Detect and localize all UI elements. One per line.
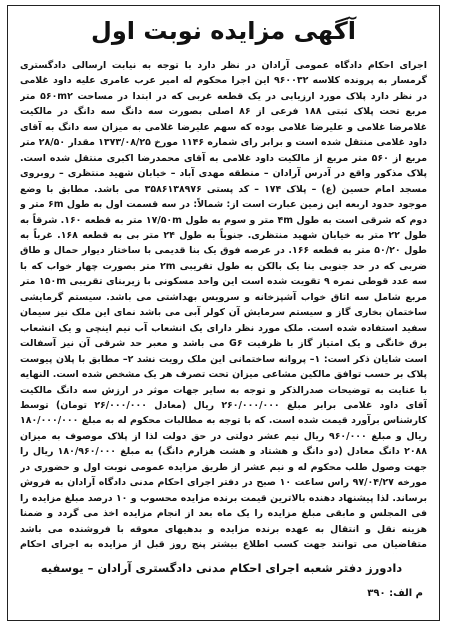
notice-frame	[7, 5, 440, 621]
notice-title: آگهی مزایده نوبت اول	[91, 17, 356, 45]
notice-body: اجرای احکام دادگاه عمومی آرادان در نظر دارد با توجه به نیابت ارسالی دادگستری گرمسار به پرونده کلاسه ۹۶۰۰۳۲ این اجرا محکوم له امیر عرب عامری علیه داود غلامی در نظر دارد پلاک مورد ارزیابی در یک قطعه غربی که در ابتدا در مساحت ۵۶۰m۲ متر مربع تحت پلاک ثبتی ۱۸۸ فرعی از ۸۶ اصلی بصورت سه دانگ سه دانگ در مالکیت غلامرضا غلامی و علیرضا غلامی بوده که سهم علیرضا غلامی به میزان سه دانگ به آقای داود غلامی منتقل شده است و برابر رای شماره ۱۱۴۶ مورخ ۱۳۷۳/۰۸/۲۵ مقدار ۲۸/۵۰ متر مربع از ۵۶۰ متر مربع از مالکیت داود غلامی به آقای محمدرضا اکبری منتقل شده است. پلاک مذکور واقع در آدرس آرادان – منطقه مهدی آباد – خیابان شهید منتظری – روبروی مسجد امام حسین (ع) – پلاک ۱۷۴ – کد پستی ۳۵۸۶۱۳۸۹۷۶ می باشد. مطابق با وضع موجود حدود اربعه این زمین عبارت است از: شمالاً: در سه قسمت اول به طول ۶m متر و دوم که شرقی است به طول ۴m متر و سوم به طول ۱۷/۵۰m متر به قطعه ۱۶۰. شرقاً به طول ۲۲ متر به خیابان شهید منتظری. جنوباً به طول ۲۴ متر بی به قطعه ۱۶۸. غرباً به طول ۵۰/۲۰ متر به قطعه ۱۶۶. در عرصه فوق یک بنا قدیمی با ساختار دیوار حمال و طاق ضربی که در حد جنوبی بنا یک بالکن به طول تقریبی ۲m متر بصورت چهار خواب که با سه عدد قوطی نمره ۹ تقویت شده است این واحد مسکونی با زیربنای تقریبی ۱۵۰m متر مربع شامل سه اتاق خواب آشپزخانه و سرویس بهداشتی می باشد. سیستم گرمایشی ساختمان بخاری گاز و سیستم سرمایش آن کولر آبی می باشد نمای این ملک نیز سیمان سفید استفاده شده است. ملک مورد نظر دارای یک انشعاب آب نیم اینچی و یک انشعاب برق خانگی و یک امتیاز گاز با ظرفیت G۶ می باشد و معبر حد شرقی آن نیز آسفالت است شایان ذکر است: ۱– پروانه ساختمانی این ملک رویت نشد ۲– مطابق با پلان پیوست پلاک بر حسب توافق مالکین مشاعی میزان تحت تصرف هر یک مشخص شده است. النهایه با عنایت به توضیحات صدرالذکر و توجه به سایر جهات موثر در ارزش سه دانگ مالکیت آقای داود غلامی برابر مبلغ ۲۶۰/۰۰۰/۰۰۰ ریال (معادل ۲۶/۰۰۰/۰۰۰ تومان) توسط کارشناس برآورد قیمت شده است. که با توجه به مطالبات محکوم له به مبلغ ۱۸۰/۰۰۰/۰۰۰ ریال و مبلغ ۹۶۰/۰۰۰ ریال نیم عشر دولتی در حق دولت لذا از پلاک موصوف به میزان ۲۰۸۸ دانگ معادل (دو دانگ و هشتاد و هشت هزارم دانگ) به مبلغ ۱۸۰/۹۶۰/۰۰۰ ریال را جهت وصول طلب محکوم له و نیم عشر از طریق مزایده عمومی نوبت اول و حضوری در مورخه ۹۷/۰۴/۲۷ راس ساعت ۱۰ صبح در دفتر اجرای احکام مدنی دادگاه آرادان به فروش برساند. لذا پیشنهاد دهنده بالاترین قیمت برنده مزایده محسوب و ۱۰ درصد مبلغ مزایده را فی المجلس و مابقی مبلغ مزایده را یک ماه بعد از انجام مزایده اخذ می گردد و ضمنا هزینه نقل و انتقال به عهده برنده مزایده و بدهیهای معوقه با فروشنده می باشد متقاضیان می توانند جهت کسب اطلاع بیشتر پنج روز قبل از مزایده به اجرای احکام	[20, 60, 427, 551]
file-number: م الف: ۳۹۰	[367, 588, 423, 599]
notice-signature: دادورز دفتر شعبه اجرای احکام مدنی دادگستری آرادان – یوسفیه	[40, 561, 403, 575]
